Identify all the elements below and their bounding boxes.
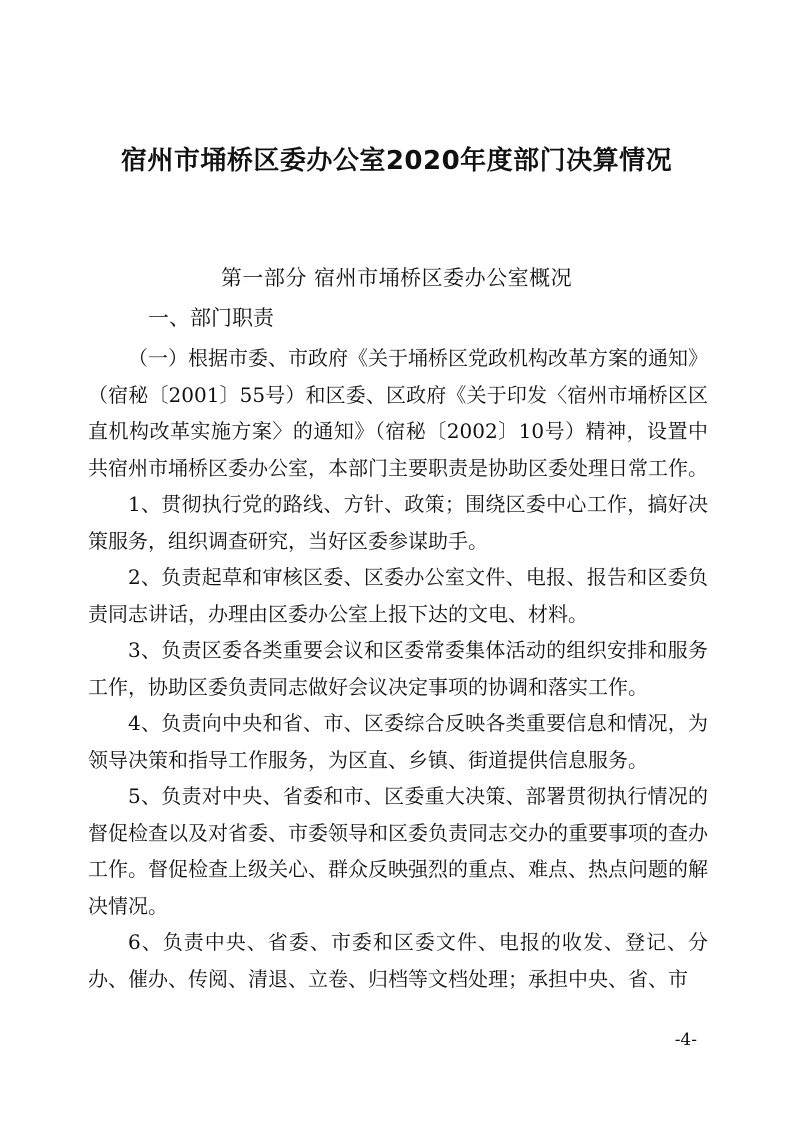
page-number: -4- xyxy=(674,1030,697,1050)
section-heading: 一、部门职责 xyxy=(148,306,274,330)
part-title: 第一部分 宿州市埇桥区委办公室概况 xyxy=(220,266,573,290)
body-text xyxy=(88,340,708,997)
paragraph-duty-2: 2、负责起草和审核区委、区委办公室文件、电报、报告和区委负责同志讲话，办理由区委办公室上报下达的文电、材料。 xyxy=(88,565,708,626)
paragraph-duty-4: 4、负责向中央和省、市、区委综合反映各类重要信息和情况，为领导决策和指导工作服务，为区直、乡镇、街道提供信息服务。 xyxy=(88,711,708,772)
paragraph-intro: （一）根据市委、市政府《关于埇桥区党政机构改革方案的通知》（宿秘〔2001〕55号）和区委、区政府《关于印发〈宿州市埇桥区区直机构改革实施方案〉的通知》（宿秘〔2002〕10号）精神，设置中共宿州市埇桥区委办公室，本部门主要职责是协助区委处理日常工作。 xyxy=(88,346,708,480)
paragraph-duty-1: 1、贯彻执行党的路线、方针、政策；围绕区委中心工作，搞好决策服务，组织调查研究，当好区委参谋助手。 xyxy=(88,492,708,553)
paragraph-duty-6: 6、负责中央、省委、市委和区委文件、电报的收发、登记、分办、催办、传阅、清退、立卷、归档等文档处理；承担中央、省、市 xyxy=(88,930,708,991)
document-title: 宿州市埇桥区委办公室2020年度部门决算情况 xyxy=(120,146,673,176)
paragraph-duty-3: 3、负责区委各类重要会议和区委常委集体活动的组织安排和服务工作，协助区委负责同志做好会议决定事项的协调和落实工作。 xyxy=(88,638,708,699)
paragraph-duty-5: 5、负责对中央、省委和市、区委重大决策、部署贯彻执行情况的督促检查以及对省委、市委领导和区委负责同志交办的重要事项的查办工作。督促检查上级关心、群众反映强烈的重点、难点、热点问题的解决情况。 xyxy=(88,784,708,918)
